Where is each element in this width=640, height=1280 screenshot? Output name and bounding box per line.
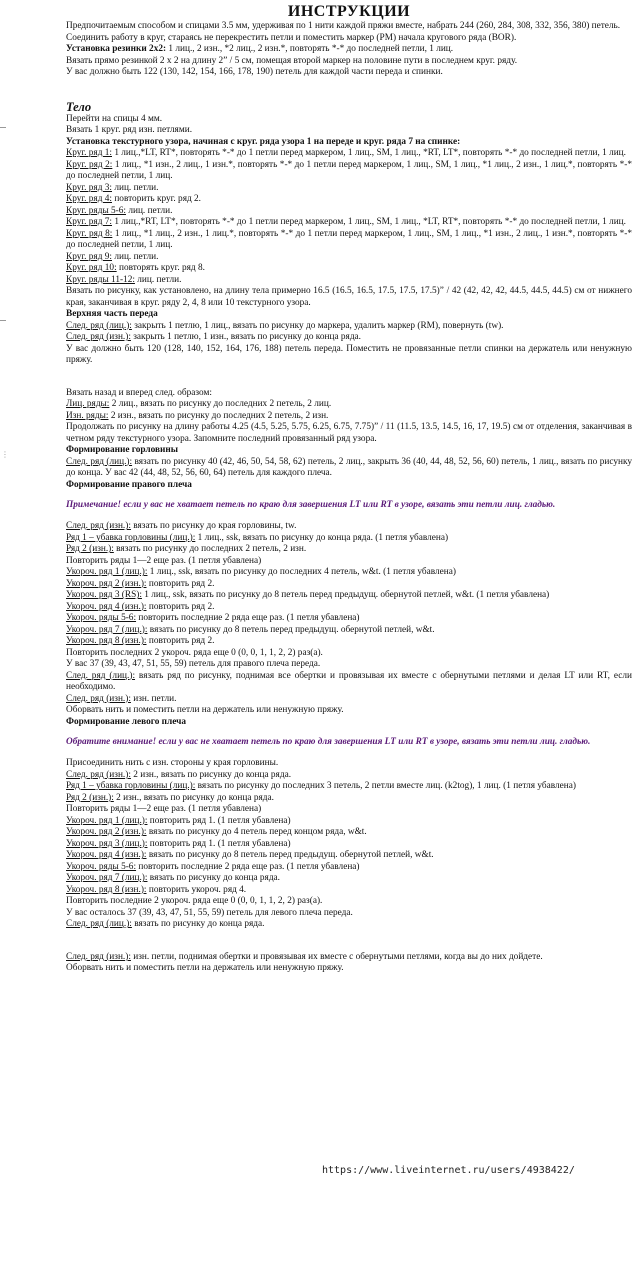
row-text: вязать по рисунку до края горловины, tw. [130, 521, 297, 532]
row-text: повторить укороч. ряд 4. [146, 884, 247, 895]
instruction-row [66, 556, 632, 568]
upper-front-rows [66, 321, 632, 344]
row-text: изн. петли. [130, 693, 177, 704]
row-label: Круг. ряд 2: [66, 159, 113, 170]
body-line: Перейти на спицы 4 мм. [66, 113, 163, 124]
row-text: вязать по рисунку до конца ряда. [147, 873, 280, 884]
row-text: 1 лиц., ssk, вязать по рисунку до 8 петель перед предыдущ. обернутой петлей, w&t. (1 петля убавлена) [141, 590, 550, 601]
instruction-row [66, 183, 632, 195]
row-text: повторить ряд 2. [146, 578, 215, 589]
left-shoulder-note: Обратите внимание! если у вас не хватает петель по краю для завершения LT или RT в узоре, вязать эти петли лиц. гладью. [66, 737, 591, 748]
instruction-row [66, 321, 632, 333]
row-text: Повторить ряды 1—2 еще раз. (1 петля убавлена) [66, 555, 262, 566]
body-line: Вязать 1 круг. ряд изн. петлями. [66, 125, 193, 135]
instruction-row [66, 457, 632, 480]
row-text: вязать по рисунку до последних 3 петель, 2 петли вместе лиц. (k2tog), 1 лиц. (1 петля убавлена) [195, 781, 577, 792]
instruction-row [66, 399, 632, 411]
row-label: Укороч. ряд 7 (лиц.): [66, 873, 148, 884]
intro-paragraph: Вязать прямо резинкой 2 x 2 на длину 2” / 5 см, помещая второй маркер на половине пути в последнем круг. ряду. [66, 55, 518, 66]
instruction-row [66, 694, 632, 706]
row-label: Укороч. ряды 5-6: [66, 861, 137, 872]
row-text: повторить ряд 2. [146, 601, 215, 612]
instruction-row [66, 705, 632, 717]
row-text: лиц. петли. [112, 251, 159, 262]
row-text: У вас 37 (39, 43, 47, 51, 55, 59) петель для правого плеча переда. [66, 659, 321, 670]
instruction-row [66, 885, 632, 897]
instruction-row [66, 579, 632, 591]
instruction-row [66, 963, 632, 975]
row-label: След. ряд (изн.): [66, 693, 131, 704]
row-label: Круг. ряд 9: [66, 251, 112, 262]
instruction-row [66, 862, 632, 874]
instruction-row [66, 804, 632, 816]
margin-tick [0, 320, 6, 321]
back-forth-rows [66, 399, 632, 422]
instruction-row [66, 850, 632, 862]
instruction-row [66, 411, 632, 423]
watermark-url: https://www.liveinternet.ru/users/4938422/ [322, 1165, 575, 1176]
instruction-row [66, 521, 632, 533]
row-label: Круг. ряд 1: [66, 148, 112, 158]
row-label: Круг. ряд 7: [66, 217, 112, 227]
instruction-row [66, 263, 632, 275]
row-label: След. ряд (изн.): [66, 332, 131, 342]
row-label: Укороч. ряд 2 (изн.): [66, 827, 147, 838]
row-text: Повторить последних 2 укороч. ряда еще 0 (0, 0, 1, 1, 2, 2) раз(а). [66, 647, 323, 658]
right-shoulder-rows [66, 521, 632, 717]
section-heading-neckline: Формирование горловины [66, 445, 178, 455]
row-label: Ряд 2 (изн.): [66, 544, 114, 555]
row-text: Повторить последние 2 укороч. ряда еще 0 (0, 0, 1, 1, 2, 2) раз(а). [66, 896, 323, 907]
section-heading-right-shoulder: Формирование правого плеча [66, 479, 192, 490]
row-text: Присоединить нить с изн. стороны у края горловины. [66, 758, 279, 769]
right-shoulder-note: Примечание! если у вас не хватает петель по краю для завершения LT или RT в узоре, вязать эти петли лиц. гладью. [66, 500, 556, 511]
intro-paragraph: У вас должно быть 122 (130, 142, 154, 166, 178, 190) петель для каждой части переда и спинки. [66, 67, 443, 77]
row-label: Круг. ряд 8: [66, 228, 113, 239]
row-text: закрыть 1 петлю, 1 лиц., вязать по рисунку до маркера, удалить маркер (RM), повернуть (tw). [131, 320, 504, 331]
instruction-row [66, 206, 632, 218]
row-text: повторить круг. ряд 2. [112, 194, 202, 204]
left-shoulder-rows [66, 758, 632, 931]
row-label: Ряд 1 – убавка горловины (лиц.): [66, 532, 196, 543]
instruction-row [66, 332, 632, 344]
instruction-row [66, 873, 632, 885]
row-label: Укороч. ряд 8 (изн.): [66, 636, 147, 647]
row-label: След. ряд (лиц.): [66, 320, 132, 331]
instruction-row [66, 781, 632, 793]
row-text: вязать по рисунку до 8 петель перед предыдущ. обернутой петлей, w&t. [146, 850, 434, 861]
instruction-row [66, 770, 632, 782]
row-text: закрыть 1 петлю, 1 изн., вязать по рисунку до конца ряда. [130, 332, 361, 342]
instruction-row [66, 252, 632, 264]
instruction-row [66, 160, 632, 183]
neckline-rows [66, 457, 632, 480]
row-label: След. ряд (лиц.): [66, 670, 136, 681]
body-rows [66, 148, 632, 286]
section-heading-left-shoulder: Формирование левого плеча [66, 716, 187, 727]
row-text: вязать по рисунку до конца ряда. [131, 919, 265, 930]
instruction-row [66, 758, 632, 770]
row-text: 1 лиц., *1 лиц., 2 изн., 1 лиц.*, повторять *-* до 1 петли перед маркером, 1 лиц., SM, 1 лиц., *1 изн., 2 лиц., 1 изн.*, повторять *-* до последней петли, 1 лиц. [66, 228, 632, 250]
rib-label: Установка резинки 2x2: [66, 44, 167, 54]
row-text: Оборвать нить и поместить петли на держатель или ненужную пряжу. [66, 963, 344, 974]
document-title: ИНСТРУКЦИИ [287, 3, 411, 20]
row-text: вязать по рисунку до последних 2 петель, 2 изн. [113, 544, 307, 555]
row-text: Повторить ряды 1—2 еще раз. (1 петля убавлена) [66, 804, 262, 815]
row-text: 2 изн., вязать по рисунку до последних 2 петель, 2 изн. [108, 410, 329, 421]
row-label: Укороч. ряд 1 (лиц.): [66, 567, 148, 578]
instruction-row [66, 896, 632, 908]
row-text: 2 изн., вязать по рисунку до конца ряда. [113, 792, 274, 803]
row-label: След. ряд (изн.): [66, 521, 131, 532]
instruction-row [66, 648, 632, 660]
row-text: повторять круг. ряд 8. [116, 263, 205, 273]
section-heading-body: Тело [66, 99, 92, 114]
back-forth-after: Продолжать по рисунку на длину работы 4.25 (4.5, 5.25, 5.75, 6.25, 6.75, 7.75)” / 11 (11.5, 13.5, 14.5, 16, 17, 19.5) см от отделения, заканчивая в четном ряду текстурного узора. Запомните последний провязанный ряд узора. [66, 422, 632, 444]
row-text: повторить ряд 2. [146, 636, 215, 647]
row-text: 1 лиц., ssk, вязать по рисунку до последних 4 петель, w&t. (1 петля убавлена) [147, 567, 456, 578]
instruction-row [66, 659, 632, 671]
row-label: Укороч. ряд 4 (изн.): [66, 601, 147, 612]
instruction-row [66, 636, 632, 648]
row-label: Укороч. ряд 4 (изн.): [66, 850, 147, 861]
intro-paragraph: Соединить работу в круг, стараясь не перекрестить петли и поместить маркер (PM) начала кругового ряда (BOR). [66, 32, 517, 43]
instruction-row [66, 816, 632, 828]
row-text: вязать ряд по рисунку, поднимая все обертки и провязывая их вместе с обернутыми петлями и делая LT или RT, если необходимо. [66, 670, 632, 693]
row-label: След. ряд (изн.): [66, 951, 131, 962]
instruction-row [66, 908, 632, 920]
row-text: лиц. петли. [126, 205, 173, 216]
row-text: 2 изн., вязать по рисунку до конца ряда. [130, 769, 292, 780]
row-text: 2 лиц., вязать по рисунку до последних 2 петель, 2 лиц. [109, 399, 332, 409]
row-text: повторить ряд 1. (1 петля убавлена) [147, 838, 291, 849]
row-text: повторить последние 2 ряда еще раз. (1 петля убавлена) [136, 861, 360, 872]
instruction-row [66, 217, 632, 229]
row-label: Лиц. ряды: [66, 399, 110, 409]
row-text: Оборвать нить и поместить петли на держатель или ненужную пряжу. [66, 705, 344, 716]
row-label: Круг. ряд 10: [66, 263, 117, 273]
row-text: повторить ряд 1. (1 петля убавлена) [147, 815, 291, 826]
row-label: Укороч. ряды 5-6: [66, 613, 137, 624]
row-label: Укороч. ряд 7 (лиц.): [66, 624, 148, 635]
row-label: Укороч. ряд 8 (изн.): [66, 884, 147, 895]
instruction-row [66, 919, 632, 931]
row-label: След. ряд (изн.): [66, 769, 131, 780]
instruction-row [66, 952, 632, 964]
row-label: Круг. ряды 11-12: [66, 274, 135, 285]
row-text: вязать по рисунку 40 (42, 46, 50, 54, 58, 62) петель, 2 лиц., закрыть 36 (40, 44, 48, 52, 56, 60) петель, 1 лиц., вязать по рисунку до конца. У вас 42 (44, 48, 52, 56, 60, 64) петель для каждого плеча. [66, 456, 632, 478]
pattern-setup-heading: Установка текстурного узора, начиная с круг. ряда узора 1 на переде и круг. ряда 7 на спинке: [66, 136, 461, 147]
instruction-row [66, 544, 632, 556]
row-text: лиц. петли. [112, 182, 159, 193]
section-heading-upper-front: Верхняя часть переда [66, 309, 158, 319]
rib-text: 1 лиц., 2 изн., *2 лиц., 2 изн.*, повторять *-* до последней петли, 1 лиц. [166, 44, 454, 54]
instruction-row [66, 827, 632, 839]
row-text: повторить последние 2 ряда еще раз. (1 петля убавлена) [136, 613, 360, 624]
final-rows [66, 952, 632, 975]
instruction-row [66, 567, 632, 579]
rib-setup [66, 44, 632, 56]
row-label: Круг. ряд 4: [66, 194, 112, 204]
row-label: Укороч. ряд 3 (лиц.): [66, 838, 148, 849]
instructions-document [66, 4, 632, 975]
instruction-row [66, 613, 632, 625]
row-label: Ряд 1 – убавка горловины (лиц.): [66, 781, 196, 792]
row-label: Круг. ряд 3: [66, 182, 112, 193]
row-text: вязать по рисунку до 8 петель перед предыдущ. обернутой петлей, w&t. [147, 624, 435, 635]
row-text: 1 лиц., *1 изн., 2 лиц., 1 изн.*, повторять *-* до 1 петли перед маркером, 1 лиц., SM, 1 лиц., *1 лиц., 2 изн., 1 лиц.*, повторять *-* до последней петли, 1 лиц. [66, 159, 632, 181]
instruction-row [66, 590, 632, 602]
intro-paragraph: Предпочитаемым способом и спицами 3.5 мм, удерживая по 1 нити каждой пряжи вместе, набрать 244 (260, 284, 308, 332, 356, 380) петель. [66, 21, 621, 31]
row-label: Ряд 2 (изн.): [66, 792, 114, 803]
row-text: 1 лиц., ssk, вязать по рисунку до конца ряда. (1 петля убавлена) [195, 532, 449, 543]
row-text: изн. петли, поднимая обертки и провязывая их вместе с обернутыми петлями, когда вы до них дойдете. [130, 951, 543, 962]
row-label: Круг. ряды 5-6: [66, 205, 126, 216]
instruction-row [66, 671, 632, 694]
row-label: След. ряд (лиц.): [66, 919, 132, 930]
back-forth-intro: Вязать назад и вперед след. образом: [66, 387, 212, 398]
instruction-row [66, 602, 632, 614]
instruction-row [66, 194, 632, 206]
instruction-row [66, 275, 632, 287]
upper-front-after: У вас должно быть 120 (128, 140, 152, 164, 176, 188) петель переда. Поместить не провязанные петли спинки на держатель или ненужную пряжу. [66, 343, 632, 365]
instruction-row [66, 148, 632, 160]
margin-tick [0, 127, 6, 128]
row-label: Изн. ряды: [66, 410, 109, 421]
row-label: След. ряд (лиц.): [66, 456, 133, 467]
instruction-row [66, 229, 632, 252]
row-text: 1 лиц.,*RT, LT*, повторять *-* до 1 петли перед маркером, 1 лиц., SM, 1 лиц., *LT, RT*, повторять *-* до последней петли, 1 лиц. [112, 217, 626, 227]
row-label: Укороч. ряд 3 (RS): [66, 590, 142, 601]
row-text: 1 лиц.,*LT, RT*, повторять *-* до 1 петли перед маркером, 1 лиц., SM, 1 лиц., *RT, LT*, повторять *-* до последней петли, 1 лиц. [112, 148, 626, 158]
body-continue: Вязать по рисунку, как установлено, на длину тела примерно 16.5 (16.5, 16.5, 17.5, 17.5, 17.5)” / 42 (42, 42, 42, 44.5, 44.5, 44.5) см от нижнего края, заканчивая в круг. ряду 2, 4, 8 или 10 текстурного узора. [66, 286, 632, 308]
instruction-row [66, 533, 632, 545]
row-text: вязать по рисунку до 4 петель перед концом ряда, w&t. [146, 827, 367, 838]
instruction-row [66, 839, 632, 851]
row-text: У вас осталось 37 (39, 43, 47, 51, 55, 59) петель для левого плеча переда. [66, 907, 353, 918]
row-label: Укороч. ряд 2 (изн.): [66, 578, 147, 589]
margin-dots: ⋮ [1, 450, 9, 459]
row-text: лиц. петли. [134, 274, 182, 285]
row-label: Укороч. ряд 1 (лиц.): [66, 815, 148, 826]
instruction-row [66, 793, 632, 805]
instruction-row [66, 625, 632, 637]
